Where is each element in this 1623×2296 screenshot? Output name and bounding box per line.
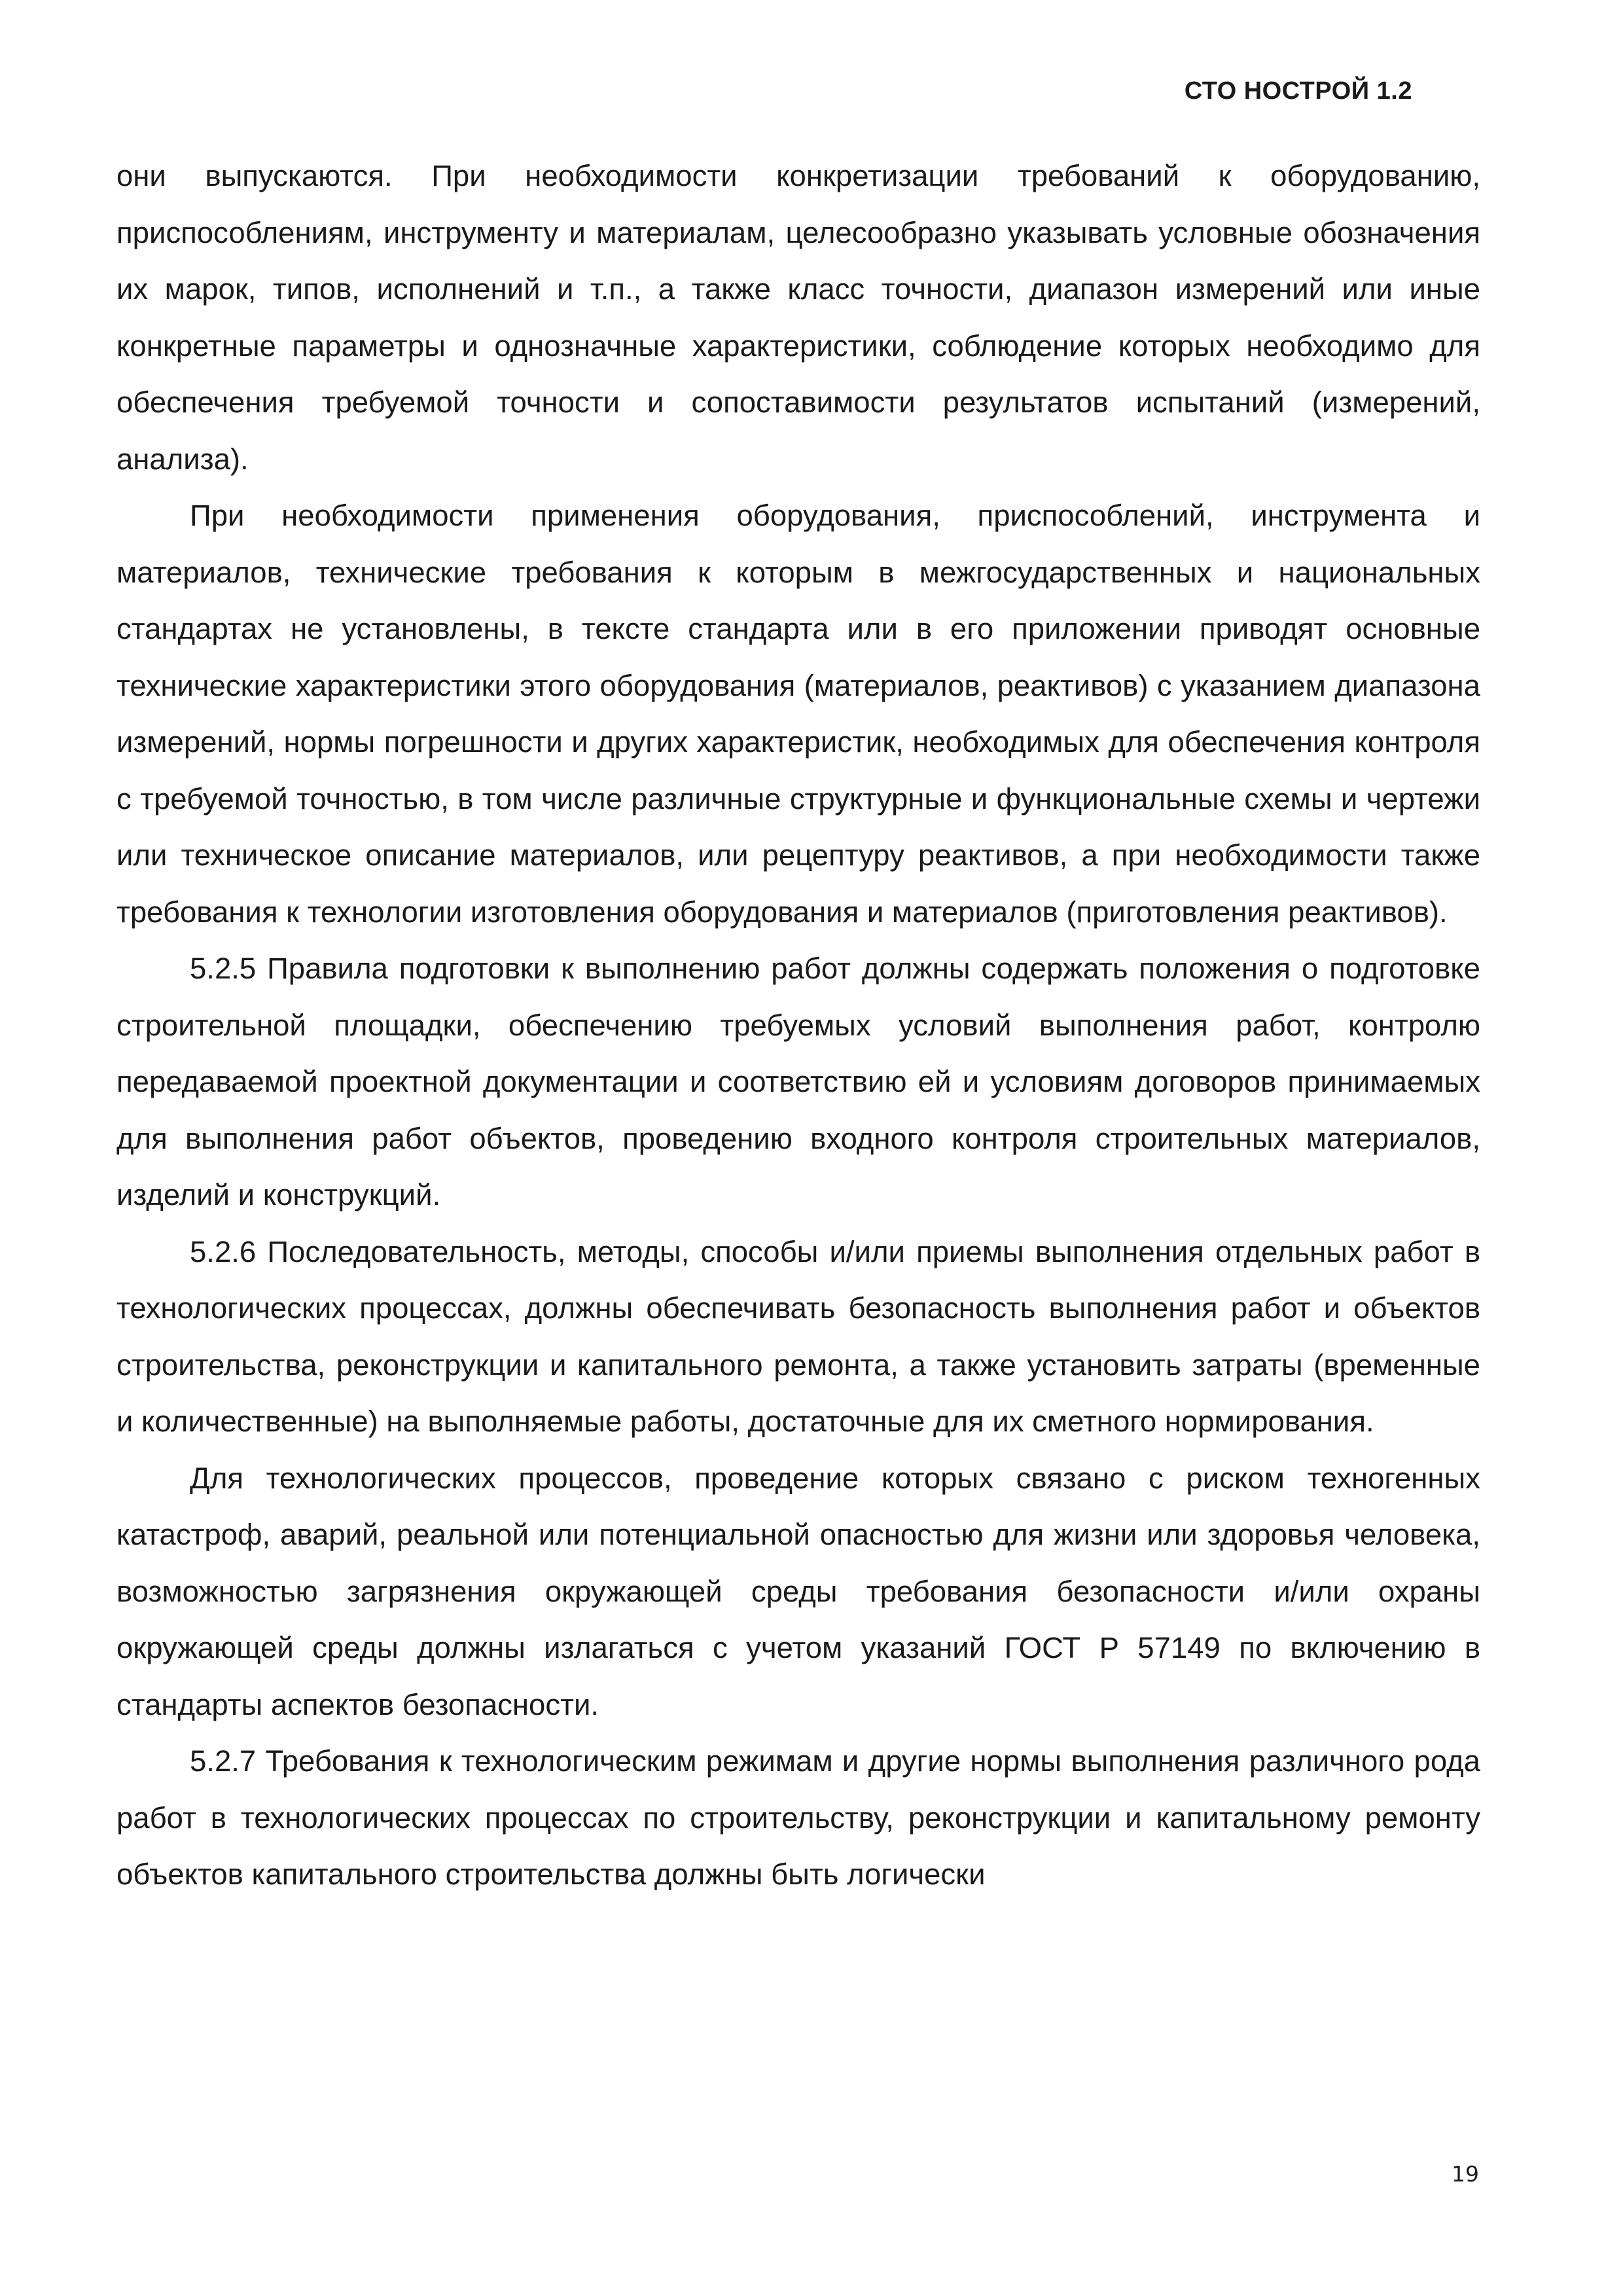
paragraph-5-2-5: 5.2.5 Правила подготовки к выполнению работ должны содержать положения о подготовке строительной площадки, обеспечению требуемых условий выполнения работ, контролю передаваемой проектной документации и соответствию ей и условиям договоров принимаемых для выполнения работ объектов, проведению входного контроля строительных материалов, изделий и конструкций. — [116, 952, 1480, 1211]
body-text — [116, 148, 1480, 1903]
page-number: 19 — [1452, 2161, 1479, 2187]
paragraph-5-2-7: 5.2.7 Требования к технологическим режимам и другие нормы выполнения различного рода работ в технологических процессах по строительству, реконструкции и капитальному ремонту объектов капитального строительства должны быть логически — [116, 1744, 1480, 1891]
paragraph-5-2-6: 5.2.6 Последовательность, методы, способы и/или приемы выполнения отдельных работ в технологических процессах, должны обеспечивать безопасность выполнения работ и объектов строительства, реконструкции и капитального ремонта, а также установить затраты (временные и количественные) на выполняемые работы, достаточные для их сметного нормирования. — [116, 1234, 1480, 1438]
paragraph-equipment-requirements: При необходимости применения оборудования, приспособлений, инструмента и материалов, технические требования к которым в межгосударственных и национальных стандартах не установлены, в тексте стандарта или в его приложении приводят основные технические характеристики этого оборудования (материалов, реактивов) с указанием диапазона измерений, нормы погрешности и других характеристик, необходимых для обеспечения контроля с требуемой точностью, в том числе различные структурные и функциональные схемы и чертежи или техническое описание материалов, или рецептуру реактивов, а при необходимости также требования к технологии изготовления оборудования и материалов (приготовления реактивов). — [116, 499, 1480, 929]
paragraph-continuation: они выпускаются. При необходимости конкретизации требований к оборудованию, приспособлениям, инструменту и материалам, целесообразно указывать условные обозначения их марок, типов, исполнений и т.п., а также класс точности, диапазон измерений или иные конкретные параметры и однозначные характеристики, соблюдение которых необходимо для обеспечения требуемой точности и сопоставимости результатов испытаний (измерений, анализа). — [116, 159, 1480, 476]
document-code-header: СТО НОСТРОЙ 1.2 — [1184, 77, 1412, 105]
paragraph-safety: Для технологических процессов, проведение которых связано с риском техногенных катастроф, аварий, реальной или потенциальной опасностью для жизни или здоровья человека, возможностью загрязнения окружающей среды требования безопасности и/или охраны окружающей среды должны излагаться с учетом указаний ГОСТ Р 57149 по включению в стандарты аспектов безопасности. — [116, 1461, 1480, 1721]
